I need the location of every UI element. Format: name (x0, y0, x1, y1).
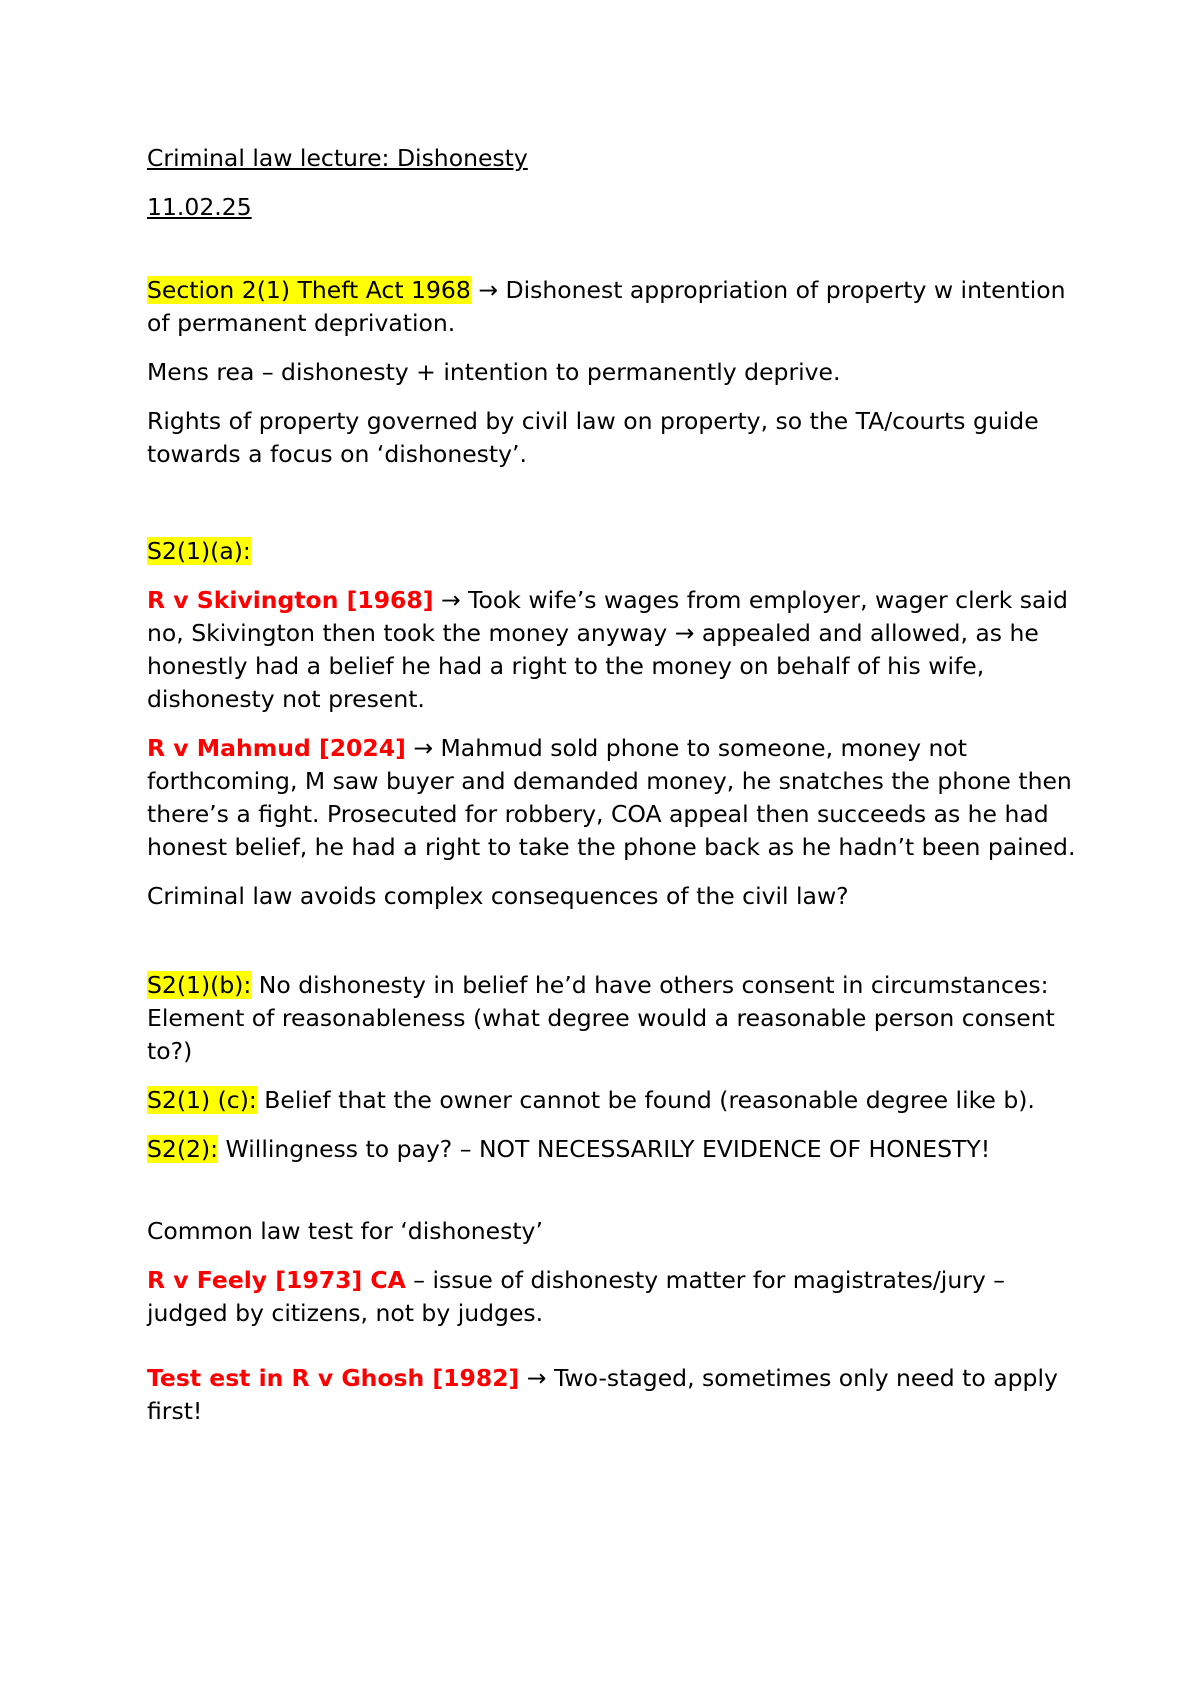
s2-1-a-heading: S2(1)(a): (147, 537, 251, 565)
mahmud-case-name: R v Mahmud [2024] (147, 734, 406, 762)
mens-rea-paragraph (147, 356, 1077, 389)
ghosh-case-name: Test est in R v Ghosh [1982] (147, 1364, 520, 1392)
civil-question-text: Criminal law avoids complex consequences of the civil law? (147, 882, 849, 910)
spacer (147, 487, 1077, 535)
rights-paragraph (147, 405, 1077, 471)
s2-1-c-heading: S2(1) (c): (147, 1086, 257, 1114)
ghosh-paragraph (147, 1362, 1077, 1428)
section-2-1-paragraph (147, 274, 1077, 340)
s2-1-c-text: Belief that the owner cannot be found (reasonable degree like b). (256, 1086, 1035, 1114)
section-2-1-text: Dishonest appropriation of property w intention of permanent deprivation. (147, 276, 1066, 337)
lecture-date (147, 191, 1077, 224)
rights-text: Rights of property governed by civil law on property, so the TA/courts guide towards a focus on ‘dishonesty’. (147, 407, 1039, 468)
title-text: Criminal law lecture: Dishonesty (147, 144, 528, 172)
common-law-paragraph (147, 1215, 1077, 1248)
skivington-case-name: R v Skivington [1968] (147, 586, 434, 614)
spacer (147, 929, 1077, 969)
feely-paragraph (147, 1264, 1077, 1330)
document-body (147, 142, 1077, 1444)
arrow-icon: → (526, 1364, 547, 1392)
feely-case-name: R v Feely [1973] CA (147, 1266, 406, 1294)
arrow-icon: → (674, 619, 695, 647)
mahmud-paragraph (147, 732, 1077, 864)
spacer (147, 1182, 1077, 1215)
s2-1-a-paragraph (147, 535, 1077, 568)
s2-1-b-text: No dishonesty in belief he’d have others consent in circumstances: Element of reasonableness (what degree would a reasonable person consent to?) (147, 971, 1055, 1065)
arrow-icon: → (478, 276, 499, 304)
section-2-1-heading: Section 2(1) Theft Act 1968 (147, 276, 471, 304)
lecture-title (147, 142, 1077, 175)
ghosh-text: Two-staged, sometimes only need to apply first! (147, 1364, 1058, 1425)
mens-rea-text: Mens rea – dishonesty + intention to permanently deprive. (147, 358, 841, 386)
arrow-icon: → (440, 586, 461, 614)
s2-1-c-paragraph (147, 1084, 1077, 1117)
common-law-text: Common law test for ‘dishonesty’ (147, 1217, 543, 1245)
arrow-icon: → (413, 734, 434, 762)
skivington-paragraph (147, 584, 1077, 716)
skivington-text-2: appealed and allowed, as he honestly had a belief he had a right to the money on behalf of his wife, dishonesty not present. (147, 619, 1039, 713)
s2-1-b-paragraph (147, 969, 1077, 1068)
s2-1-b-heading: S2(1)(b): (147, 971, 252, 999)
feely-text: – issue of dishonesty matter for magistrates/jury – judged by citizens, not by judges. (147, 1266, 1006, 1327)
s2-2-heading: S2(2): (147, 1135, 219, 1163)
spacer (147, 1346, 1077, 1362)
skivington-text-1: Took wife’s wages from employer, wager clerk said no, Skivington then took the money anyway (147, 586, 1068, 647)
civil-question-paragraph (147, 880, 1077, 913)
s2-2-paragraph (147, 1133, 1077, 1166)
spacer (147, 240, 1077, 274)
mahmud-text: Mahmud sold phone to someone, money not forthcoming, M saw buyer and demanded money, he snatches the phone then there’s a fight. Prosecuted for robbery, COA appeal then succeeds as he had honest belief, he had a right to take the phone back as he hadn’t been pained. (147, 734, 1076, 861)
s2-2-text: Willingness to pay? – NOT NECESSARILY EVIDENCE OF HONESTY! (218, 1135, 991, 1163)
date-text: 11.02.25 (147, 193, 252, 221)
